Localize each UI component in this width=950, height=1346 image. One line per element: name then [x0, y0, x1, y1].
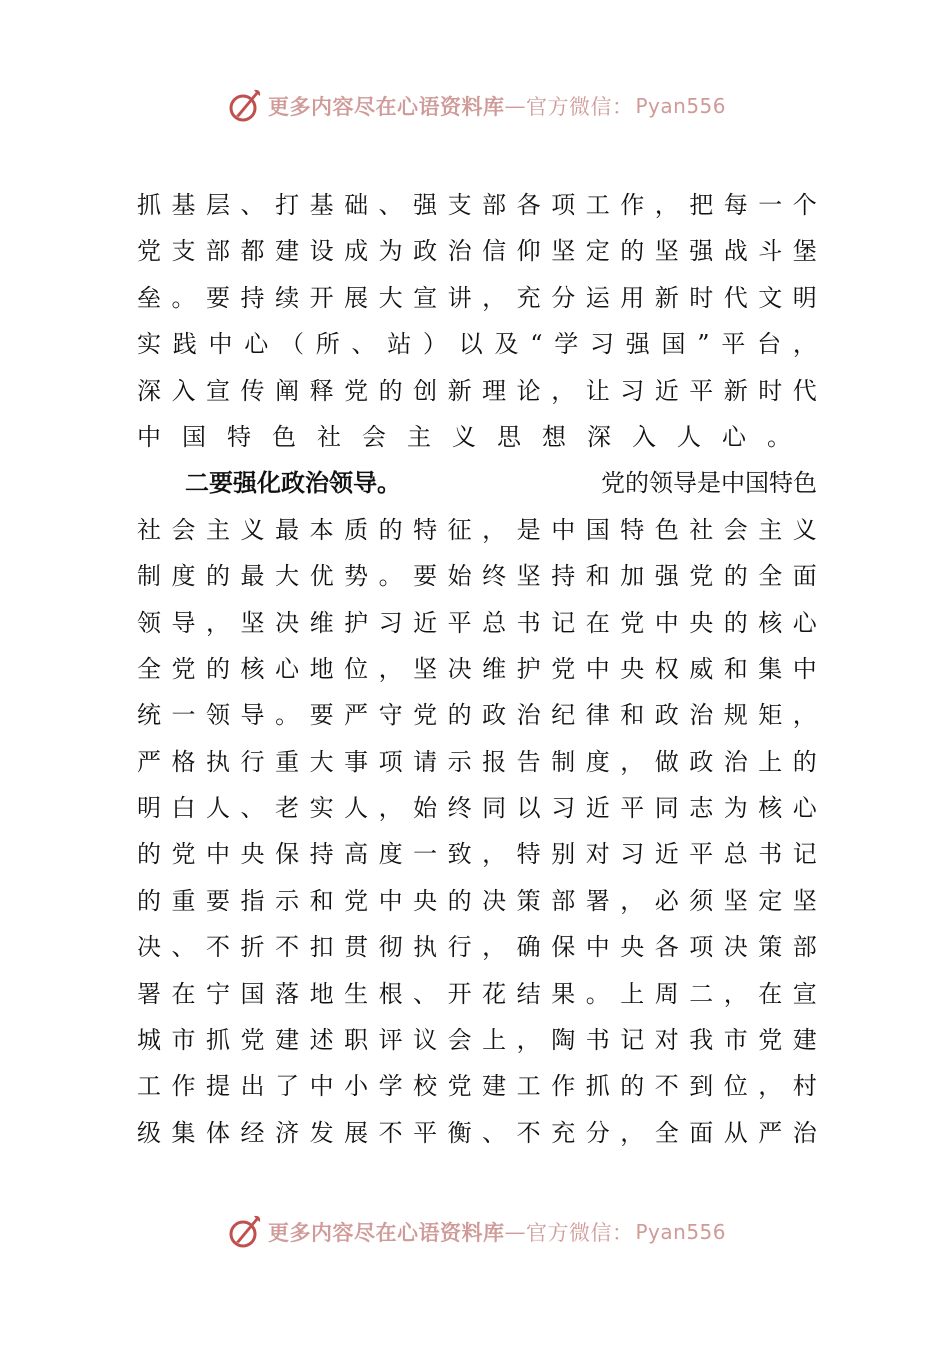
text-line: 的 重 要 指 示 和 党 中 央 的 决 策 部 署 ， 必 须 坚 定 坚: [137, 886, 817, 915]
footer-watermark: [0, 1210, 950, 1254]
text-line: 抓 基 层 、 打 基 础 、 强 支 部 各 项 工 作 ， 把 每 一 个: [137, 191, 817, 219]
text-line: 级 集 体 经 济 发 展 不 平 衡 、 不 充 分 ， 全 面 从 严 治: [137, 1118, 817, 1147]
section-heading: 二要强化政治领导。: [185, 468, 401, 498]
text-line: 实 践 中 心 （ 所 、 站 ） 以 及 “ 学 习 强 国 ” 平 台 ，: [137, 330, 817, 359]
paragraph-2-first-line: [137, 460, 817, 506]
body-text: [137, 182, 817, 1156]
header-watermark: [0, 84, 950, 128]
text-line: 的 党 中 央 保 持 高 度 一 致 ， 特 别 对 习 近 平 总 书 记: [137, 840, 817, 869]
text-line: 深 入 宣 传 阐 释 党 的 创 新 理 论 ， 让 习 近 平 新 时 代: [137, 376, 817, 405]
text-line-last: 中 国 特 色 社 会 主 义 思 想 深 入 人 心 。: [137, 422, 791, 451]
text-line: 署 在 宁 国 落 地 生 根 、 开 花 结 果 。 上 周 二 ， 在 宣: [137, 979, 817, 1008]
watermark-wechat-id: Pyan556: [635, 1220, 726, 1244]
watermark-wechat-id: Pyan556: [635, 94, 726, 118]
text-line: 垒 。 要 持 续 开 展 大 宣 讲 ， 充 分 运 用 新 时 代 文 明: [137, 283, 817, 312]
watermark-contact: 官方微信：: [525, 95, 634, 119]
text-line: 严 格 执 行 重 大 事 项 请 示 报 告 制 度 ， 做 政 治 上 的: [137, 747, 817, 776]
watermark-contact: 官方微信：: [525, 1221, 634, 1245]
text-line: 工 作 提 出 了 中 小 学 校 党 建 工 作 抓 的 不 到 位 ， 村: [137, 1072, 817, 1101]
text-line: 全 党 的 核 心 地 位 ， 坚 决 维 护 党 中 央 权 威 和 集 中: [137, 654, 817, 683]
text-line: 决 、 不 折 不 扣 贯 彻 执 行 ， 确 保 中 央 各 项 决 策 部: [137, 933, 817, 962]
text-line: 社 会 主 义 最 本 质 的 特 征 ， 是 中 国 特 色 社 会 主 义: [137, 515, 817, 544]
watermark-brand: 更多内容尽在心语资料库: [267, 94, 505, 119]
watermark-separator: —: [504, 94, 526, 118]
quill-seal-icon: [224, 1212, 264, 1252]
text-line: 制 度 的 最 大 优 势 。 要 始 终 坚 持 和 加 强 党 的 全 面: [137, 562, 817, 591]
text-line: 领 导 ， 坚 决 维 护 习 近 平 总 书 记 在 党 中 央 的 核 心: [137, 608, 817, 637]
watermark-separator: —: [504, 1220, 526, 1244]
quill-seal-icon: [224, 86, 264, 126]
paragraph-2: [137, 460, 817, 1156]
paragraph-1: [137, 182, 817, 460]
first-line-text: 党的领导是中国特色: [601, 469, 817, 498]
text-line: 明 白 人 、 老 实 人 ， 始 终 同 以 习 近 平 同 志 为 核 心: [137, 794, 817, 823]
text-line: 统 一 领 导 。 要 严 守 党 的 政 治 纪 律 和 政 治 规 矩 ，: [137, 701, 817, 730]
watermark-brand: 更多内容尽在心语资料库: [267, 1220, 505, 1245]
text-line: 党 支 部 都 建 设 成 为 政 治 信 仰 坚 定 的 坚 强 战 斗 堡: [137, 237, 817, 266]
text-line: 城 市 抓 党 建 述 职 评 议 会 上 ， 陶 书 记 对 我 市 党 建: [137, 1026, 817, 1055]
